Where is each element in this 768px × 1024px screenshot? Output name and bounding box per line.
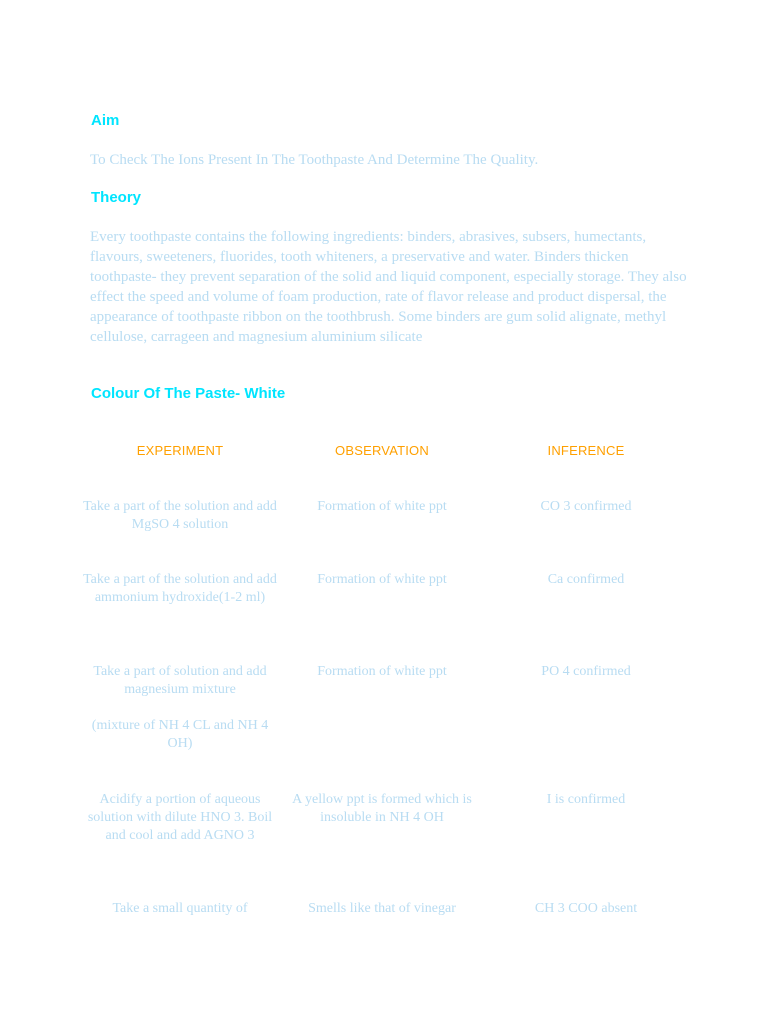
- inference-cell: I is confirmed: [546, 792, 626, 807]
- observation-cell: Formation of white ppt: [317, 664, 447, 679]
- table-row: [80, 663, 700, 753]
- table-row: [80, 791, 700, 845]
- experiment-cell: Take a small quantity of: [112, 901, 248, 916]
- table-header-row: [80, 442, 700, 460]
- experiment-cell: Take a part of the solution and add ammonium hydroxide(1-2 ml): [83, 572, 277, 605]
- experiment-cell: Acidify a portion of aqueous solution with dilute HNO 3. Boil and cool and add AGNO 3: [87, 792, 273, 843]
- inference-cell: Ca confirmed: [547, 572, 625, 587]
- header-inference: INFERENCE: [547, 443, 625, 458]
- observation-cell: Formation of white ppt: [317, 572, 447, 587]
- table-row: [80, 900, 700, 918]
- experiment-note-text: (mixture of NH 4 CL and NH 4 OH): [91, 718, 269, 751]
- experiment-cell: Take a part of the solution and add MgSO 4 solution: [83, 499, 277, 532]
- colour-heading: Colour Of The Paste- White: [91, 385, 286, 402]
- header-observation: OBSERVATION: [335, 443, 429, 458]
- inference-cell: CO 3 confirmed: [540, 499, 632, 514]
- table-row: [80, 498, 700, 534]
- observation-cell: A yellow ppt is formed which is insoluble in NH 4 OH: [292, 792, 472, 825]
- theory-text: Every toothpaste contains the following ingredients: binders, abrasives, subsers, humectants, flavours, sweeteners, fluorides, tooth whiteners, a preservative and water. Binders thicken toothpaste- they prevent separation of the solid and liquid component, especially storage. They also effect the speed and volume of foam production, rate of flavor release and product dispersal, the appearance of toothpaste ribbon on the toothbrush. Some binders are gum solid alignate, methyl cellulose, carrageen and magnesium aluminium silicate: [90, 229, 687, 345]
- aim-heading: Aim: [91, 112, 120, 129]
- observation-cell: Smells like that of vinegar: [308, 901, 456, 916]
- theory-heading: Theory: [91, 189, 142, 206]
- observation-cell: Formation of white ppt: [317, 499, 447, 514]
- table-row: [80, 571, 700, 607]
- inference-cell: PO 4 confirmed: [541, 664, 631, 679]
- experiment-cell: [80, 663, 280, 753]
- header-experiment: EXPERIMENT: [136, 443, 224, 458]
- inference-cell: CH 3 COO absent: [534, 901, 638, 916]
- aim-text: To Check The Ions Present In The Toothpaste And Determine The Quality.: [90, 152, 539, 168]
- experiment-main-text: Take a part of solution and add magnesium mixture: [93, 664, 267, 697]
